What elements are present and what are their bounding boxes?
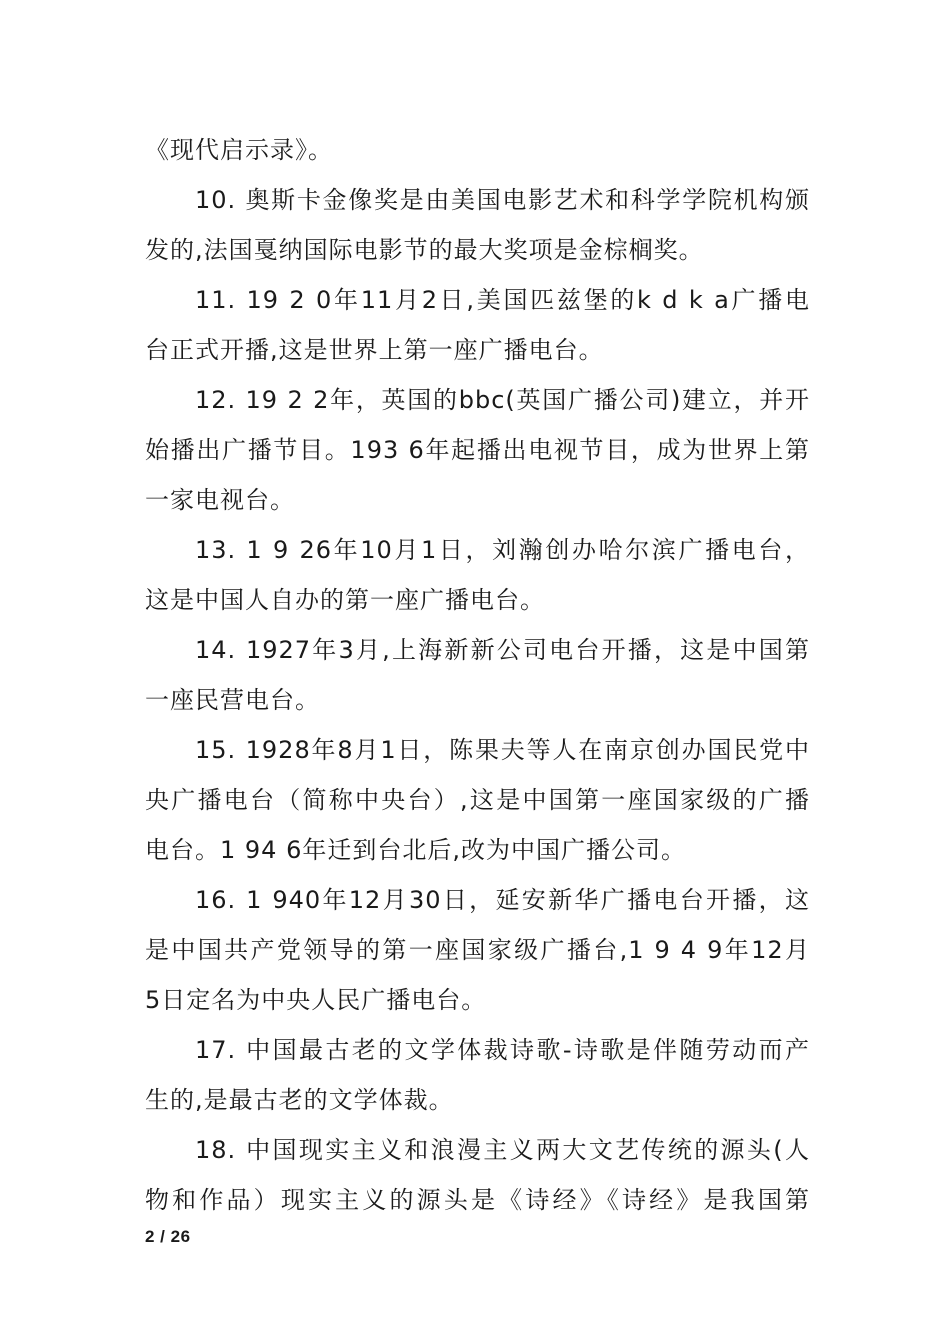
text-line: 央广播电台（简称中央台）,这是中国第一座国家级的广播 xyxy=(145,786,810,814)
text-line: 18. 中国现实主义和浪漫主义两大文艺传统的源头(人 xyxy=(195,1136,810,1164)
text-line: 5日定名为中央人民广播电台。 xyxy=(145,986,487,1014)
text-line: 15. 1928年8月1日，陈果夫等人在南京创办国民党中 xyxy=(195,736,810,764)
text-line: 发的,法国戛纳国际电影节的最大奖项是金棕榈奖。 xyxy=(145,236,704,264)
text-line: 14. 1927年3月,上海新新公司电台开播，这是中国第 xyxy=(195,636,810,664)
text-line: 10. 奥斯卡金像奖是由美国电影艺术和科学学院机构颁 xyxy=(195,186,810,214)
text-line: 电台。1 94 6年迁到台北后,改为中国广播公司。 xyxy=(145,836,686,864)
text-line: 这是中国人自办的第一座广播电台。 xyxy=(145,586,545,614)
text-line: 物和作品）现实主义的源头是《诗经》《诗经》是我国第 xyxy=(145,1186,810,1214)
text-line: 生的,是最古老的文学体裁。 xyxy=(145,1086,454,1114)
text-line: 16. 1 940年12月30日，延安新华广播电台开播，这 xyxy=(195,886,810,914)
text-line: 一座民营电台。 xyxy=(145,686,320,714)
text-line: 《现代启示录》。 xyxy=(145,136,333,164)
text-line: 始播出广播节目。193 6年起播出电视节目，成为世界上第 xyxy=(145,436,810,464)
text-line: 台正式开播,这是世界上第一座广播电台。 xyxy=(145,336,604,364)
text-line: 12. 19 2 2年，英国的bbc(英国广播公司)建立，并开 xyxy=(195,386,810,414)
text-line: 17. 中国最古老的文学体裁诗歌-诗歌是伴随劳动而产 xyxy=(195,1036,810,1064)
text-line: 一家电视台。 xyxy=(145,486,295,514)
text-line: 11. 19 2 0年11月2日,美国匹兹堡的k d k a广播电 xyxy=(195,286,810,314)
page-number: 2 / 26 xyxy=(145,1227,191,1246)
text-line: 13. 1 9 26年10月1日，刘瀚创办哈尔滨广播电台， xyxy=(195,536,810,564)
text-line: 是中国共产党领导的第一座国家级广播台,1 9 4 9年12月 xyxy=(145,936,810,964)
